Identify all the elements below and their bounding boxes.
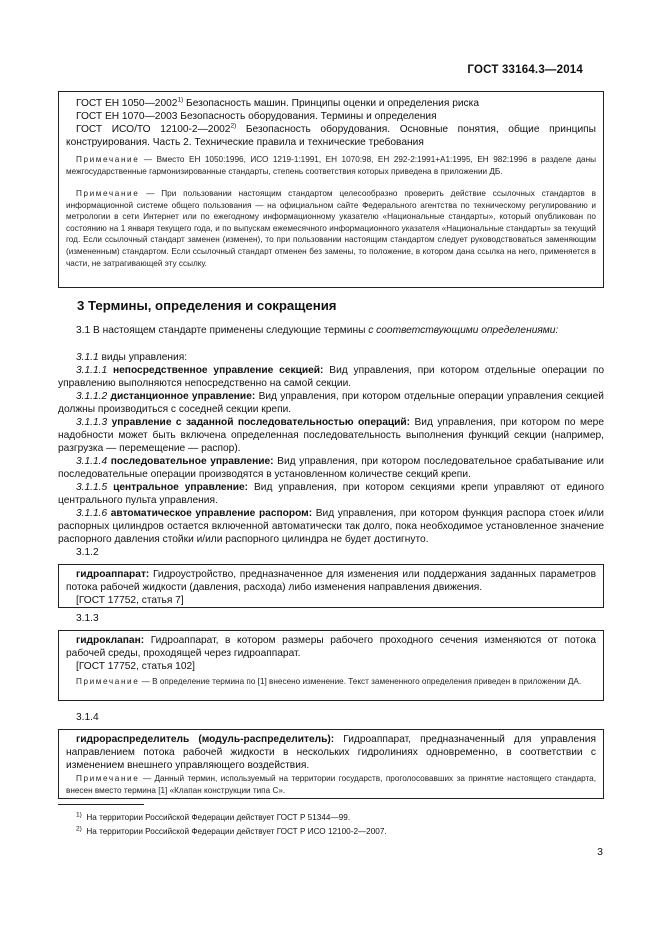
- reference-text: ГОСТ ЕН 1070—2003 Безопасность оборудования. Термины и определения: [76, 111, 437, 122]
- footnote-mark: 2): [230, 122, 237, 130]
- term-definition: Вид управления, при котором по мере надобности может быть включена определенная последовательность выполнения функций секции (например, разгрузка — перемещение — распор).: [58, 417, 604, 455]
- term-3-1-1-2: [58, 390, 604, 416]
- term-number-3-1-2: 3.1.2: [76, 547, 99, 558]
- paragraph-text-italic: с соответствующими определениями:: [368, 325, 559, 336]
- note-reference-check: [66, 188, 596, 269]
- term-number: 3.1.1: [76, 352, 99, 363]
- term-definition: Гидроустройство, предназначенное для изменения или поддержания заданных параметров потока рабочей жидкости (давления, расхода) либо изменения направления движения.: [66, 569, 596, 594]
- footnote-mark: 1): [76, 811, 82, 819]
- term-name: гидроаппарат:: [76, 569, 150, 580]
- term-number: 3.1.1.4: [76, 456, 108, 467]
- section-title: 3 Термины, определения и сокращения: [77, 298, 337, 313]
- footnote-text: На территории Российской Федерации действует ГОСТ Р ИСО 12100-2—2007.: [86, 827, 387, 836]
- term-3-1-1-5: [58, 481, 604, 507]
- note-text: — Данный термин, используемый на территории государств, проголосовавших за принятие настоящего стандарта, внесен вместо термина [1] «Клапан конструкции типа С».: [66, 774, 596, 795]
- term-definition: Вид управления, при котором отдельные операции по управлению выполняются непосредственно на самой секции.: [58, 365, 604, 390]
- paragraph-3-1: [58, 324, 604, 337]
- reference-text: ГОСТ ИСО/ТО 12100-2—2002: [76, 124, 231, 135]
- note-text: — При пользовании настоящим стандартом целесообразно проверить действие ссылочных стандартов в информационной системе общего пользования — на официальном сайте Федерального агентства по техническому регулированию и метрологии в сети Интернет или по ежегодному информационному указателю «Национальные стандарты», который опубликован по состоянию на 1 января текущего года, и по выпускам ежемесячного информационного указателя «Национальные стандарты» за текущий год. Если ссылочный стандарт заменен (изменен), то при пользовании настоящим стандартом следует руководствоваться заменяющим (измененным) стандартом. Если ссылочный стандарт отменен без замены, то положение, в котором дана ссылка на него, применяется в части, не затрагивающей эту ссылку.: [66, 189, 596, 268]
- term-definition: Вид управления, при котором секциями крепи управляют от единого центрального пульта управления.: [58, 482, 604, 507]
- term-3-1-1-3: [58, 416, 604, 456]
- reference-text: Безопасность машин. Принципы оценки и определения риска: [183, 98, 479, 109]
- note-label: Примечание: [76, 677, 140, 686]
- note-label: Примечание: [76, 774, 140, 783]
- term-name: автоматическое управление распором:: [107, 508, 313, 519]
- note-text: — Вместо ЕН 1050:1996, ИСО 1219-1:1991, ЕН 1070:98, ЕН 292-2:1991+А1:1995, ЕН 982:1996 в разделе даны межгосударственные гармонизированные стандарты, степень соответствия которых приведена в приложении ДБ.: [66, 155, 596, 176]
- term-definition-3-1-3: [66, 634, 596, 660]
- footnote-2: [76, 826, 387, 837]
- footnote-1: [76, 812, 350, 823]
- term-name: гидроклапан:: [76, 635, 145, 646]
- term-3-1-1-1: [58, 364, 604, 390]
- footnote-mark: 1): [177, 96, 184, 104]
- footnote-text: На территории Российской Федерации действует ГОСТ Р 51344—99.: [86, 813, 351, 822]
- term-name: дистанционное управление:: [107, 391, 256, 402]
- note-3-1-3: [66, 676, 596, 688]
- term-text: виды управления:: [98, 352, 188, 363]
- note-text: — В определение термина по [1] внесено изменение. Текст замененного определения приведен в приложении ДА.: [139, 677, 582, 686]
- document-header: ГОСТ 33164.3—2014: [467, 64, 583, 76]
- term-name: управление с заданной последовательностью операций:: [107, 417, 411, 428]
- term-name: центральное управление:: [107, 482, 249, 493]
- note-label: Примечание: [76, 189, 140, 198]
- footnote-mark: 2): [76, 825, 82, 833]
- term-number-3-1-3: 3.1.3: [76, 613, 99, 624]
- reference-text: ГОСТ ЕН 1050—2002: [76, 98, 178, 109]
- term-name: непосредственное управление секцией:: [107, 365, 324, 376]
- reference-en-1070: [66, 110, 596, 123]
- term-source-3-1-3: [ГОСТ 17752, статья 102]: [76, 661, 195, 672]
- term-definition: Гидроаппарат, в котором размеры рабочего проходного сечения изменяются от потока рабочей среды, проходящей через гидроаппарат.: [66, 635, 596, 660]
- note-label: Примечание: [76, 155, 140, 164]
- term-name: гидрораспределитель (модуль-распределитель):: [76, 734, 335, 745]
- term-definition: Вид управления, при котором последовательное срабатывание или последовательные операции производятся в установленном количестве секций крепи.: [58, 456, 604, 481]
- term-definition-3-1-4: [66, 733, 596, 773]
- term-3-1-1: [58, 351, 604, 364]
- note-3-1-4: [66, 773, 596, 796]
- term-number: 3.1.1.3: [76, 417, 108, 428]
- term-3-1-1-4: [58, 455, 604, 481]
- term-number-3-1-4: 3.1.4: [76, 712, 99, 723]
- term-number: 3.1.1.1: [76, 365, 108, 376]
- term-definition: Вид управления, при котором функция распора стоек и/или распорных цилиндров остается включенной автоматически так долго, пока необходимое установленное значение распорного давления стойки и/или распорного цилиндра не будет достигнуто.: [58, 508, 604, 546]
- term-number: 3.1.1.2: [76, 391, 108, 402]
- paragraph-text: 3.1 В настоящем стандарте применены следующие термины: [76, 325, 369, 336]
- term-name: последовательное управление:: [107, 456, 274, 467]
- term-3-1-1-6: [58, 507, 604, 547]
- reference-iso-12100: [66, 123, 596, 149]
- footnote-divider: [58, 804, 144, 805]
- page-number: 3: [597, 846, 603, 858]
- term-number: 3.1.1.6: [76, 508, 108, 519]
- term-source-3-1-2: [ГОСТ 17752, статья 7]: [76, 595, 184, 606]
- note-replacement-standards: [66, 154, 596, 177]
- reference-en-1050: [66, 97, 596, 110]
- term-definition-3-1-2: [66, 568, 596, 594]
- term-definition: Вид управления, при котором отдельные операции управления секцией должны производиться с соседней секции крепи.: [58, 391, 604, 416]
- reference-text: Безопасность оборудования. Основные понятия, общие принципы конструирования. Часть 2. Технические правила и технические требования: [66, 124, 596, 149]
- term-number: 3.1.1.5: [76, 482, 108, 493]
- term-definition: Гидроаппарат, предназначенный для управления направлением потока рабочей жидкости в нескольких гидролиниях одновременно, в соответствии с изменением внешнего управляющего воздействия.: [66, 734, 597, 772]
